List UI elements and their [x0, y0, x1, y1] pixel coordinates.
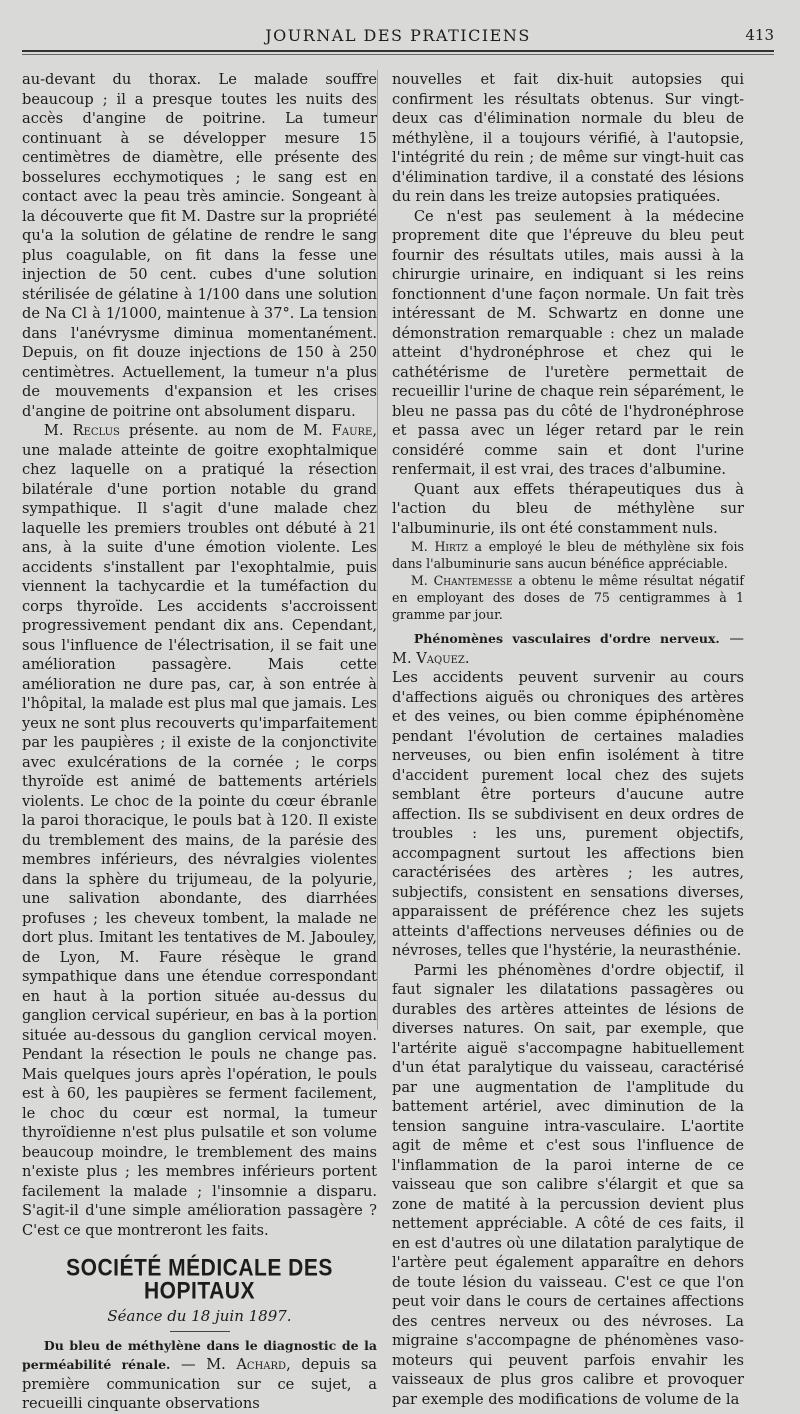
text-span: , depuis sa première communication sur ce sujet, a recueilli cinquante observations [22, 1356, 378, 1412]
session-date: Séance du 18 juin 1897. [107, 1307, 292, 1325]
text-span: . [464, 649, 470, 667]
paragraph: Les accidents peuvent survenir au cours d'affections aiguës ou chroniques des artères et des veines, ou bien comme épiphénomène pendant l'évolution de certaines maladies nerveuses, ou bien enfin isolément à titre d'accident purement local chez des sujets semblant être porteurs d'aucune autre affection. Ils se subdivisent en deux ordres de troubles : les uns, purement objectifs, accompagnent surtout les affections bien caractérisées des artères ; les autres, subjectifs, consistent en sensations diverses, apparaissent de préférence chez les sujets atteints d'affections nerveuses définies ou de névroses, telles que l'hystérie, la neurasthénie. [392, 669, 744, 959]
subsection-heading: Phénomènes vasculaires d'ordre nerveux. [413, 631, 720, 646]
note-paragraph [392, 572, 744, 623]
note-paragraph [392, 538, 744, 572]
author-name: Hirtz [434, 539, 468, 554]
paragraph: Parmi les phénomènes d'ordre objectif, il faut signaler les dilatations passagères ou durables des artères atteintes de lésions de diverses natures. On sait, par exemple, que l'artérite aiguë s'accompagne habituellement d'un état paralytique du vaisseau, caractérisé par une augmentation de l'amplitude du battement artériel, avec diminution de la tension sanguine intra-vasculaire. L'aortite agit de même et c'est sous l'influence de l'inflammation de la paroi interne de ce vaisseau que son calibre s'élargit et que sa zone de matité à la percussion devient plus nettement appréciable. A côté de ces faits, il en est d'autres où une dilatation paralytique de l'artère peut également apparaître en dehors de toute lésion du vaisseau. C'est ce que l'on peut voir dans le cours de certaines affections des centres nerveux ou des névroses. La migraine s'accompagne de phénomènes vaso-moteurs qui peuvent parfois envahir les vaisseaux de plus gros calibre et provoquer par exemple des modifications de volume de la [392, 961, 744, 1408]
left-column [22, 70, 377, 1414]
right-column [392, 70, 744, 1409]
subsection-heading: Du bleu de méthylène dans le diagnostic de la perméabilité rénale. [22, 1337, 377, 1372]
paragraph: nouvelles et fait dix-huit autopsies qui confirment les résultats obtenus. Sur vingt-deux cas d'élimination normale du bleu de méthylène, il a toujours vérifié, à l'autopsie, l'intégrité du rein ; de même sur vingt-huit cas d'élimination tardive, il a constaté des lésions du rein dans les treize autopsies pratiquées. [392, 71, 744, 205]
paragraph: Quant aux effets thérapeutiques dus à l'action du bleu de méthylène sur l'albuminurie, ils ont été constamment nuls. [392, 480, 744, 537]
author-name: Chantemesse [433, 573, 513, 588]
paragraph: au-devant du thorax. Le malade souffre beaucoup ; il a presque toutes les nuits des accès d'angine de poitrine. La tumeur continuant à se développer mesure 15 centimètres de diamètre, elle présente des bosselures ecchymotiques ; le sang est en contact avec la peau très amincie. Songeant à la découverte que fit M. Dastre sur la propriété qu'a la solution de gélatine de rendre le sang plus coagulable, on fit dans la fesse une injection de 50 cent. cubes d'une solution stérilisée de gélatine à 1/100 dans une solution de Na Cl à 1/1000, maintenue à 37°. La tension dans l'anévrysme diminua momentanément. Depuis, on fit douze injections de 150 à 250 centimètres. Actuellement, la tumeur n'a plus de mouvements d'expansion et les crises d'angine de poitrine ont absolument disparu. [22, 71, 377, 420]
text-span: présente. au nom de M. [119, 422, 332, 439]
text-span: M. [410, 539, 435, 554]
text-span: M. [410, 573, 434, 588]
paragraph [22, 421, 377, 1240]
header-rule-thin [22, 54, 774, 55]
header-rule [22, 50, 774, 52]
column-divider [377, 70, 378, 1030]
journal-title: JOURNAL DES PRATICIENS [265, 26, 531, 45]
author-name: Reclus [72, 422, 120, 439]
page-header [22, 22, 774, 50]
text-span: a obtenu le même résultat négatif en employant des doses de 75 centigrammes à 1 gramme par jour. [392, 573, 744, 622]
text-span: — M. [170, 1356, 237, 1373]
text-span: a employé le bleu de méthylène six fois dans l'albuminurie sans aucun bénéfice appréciable. [392, 539, 744, 571]
author-name: Achard [236, 1356, 287, 1373]
paragraph: Ce n'est pas seulement à la médecine proprement dite que l'épreuve du bleu peut fournir des résultats utiles, mais aussi à la chirurgie urinaire, en indiquant si les reins fonctionnent d'une façon normale. Un fait très intéressant de M. Schwartz en donne une démonstration remarquable : chez un malade atteint d'hydronéphrose et chez qui le cathétérisme de l'uretère permettait de recueillir l'urine de chaque rein séparément, le bleu ne passa pas du côté de l'hydronéphrose et passa avec un léger retard par le rein considéré comme sain et dont l'urine renfermait, il est vrai, des traces d'albumine. [392, 207, 744, 478]
text-span: — M. [392, 630, 744, 667]
paragraph [392, 629, 744, 668]
text-span: M. [43, 422, 73, 439]
paragraph [22, 1336, 377, 1414]
author-name: Vaquez [416, 649, 465, 667]
section-title: SOCIÉTÉ MÉDICALE DES HOPITAUX [66, 1254, 333, 1304]
page-number: 413 [745, 26, 774, 44]
session-rule [170, 1331, 230, 1332]
text-span: , une malade atteinte de goitre exophtalmique chez laquelle on a pratiqué la résection bilatérale d'une portion notable du grand sympathique. Il s'agit d'une malade chez laquelle les premiers troubles ont débuté à 21 ans, à la suite d'une émotion violente. Les accidents s'installent par l'exophtalmie, puis viennent la tachycardie et la tuméfaction du corps thyroïde. Les accidents s'accroissent progressivement pendant dix ans. Cependant, sous l'influence de l'électrisation, il se fait une amélioration passagère. Mais cette amélioration ne dure pas, car, à son entrée à l'hôpital, la malade est plus mal que jamais. Les yeux ne sont plus recouverts qu'imparfaitement par les paupières ; il existe de la conjonctivite avec exulcérations de la cornée ; le corps thyroïde est animé de battements artériels violents. Le choc de la pointe du cœur ébranle la paroi thoracique, le pouls bat à 120. Il existe du tremblement des mains, de la parésie des membres inférieurs, des névralgies violentes dans la sphère du trijumeau, de la polyurie, une salivation abondante, des diarrhées profuses ; les cheveux tombent, la malade ne dort plus. Imitant les tentatives de M. Jabouley, de Lyon, M. Faure résèque le grand sympathique dans une étendue correspondant en haut à la portion située au-dessus du ganglion cervical supérieur, en bas à la portion située au-dessous du ganglion cervical moyen. Pendant la résection le pouls ne change pas. Mais quelques jours après l'opération, le pouls est à 60, les paupières se ferment facilement, le choc du cœur est normal, la tumeur thyroïdienne n'est plus pulsatile et son volume beaucoup moindre, le tremblement des mains n'existe plus ; les membres inférieurs portent facilement la malade ; l'insomnie a disparu. S'agit-il d'une simple amélioration passagère ? C'est ce que montreront les faits. [22, 422, 377, 1239]
author-name: Faure [331, 422, 373, 439]
